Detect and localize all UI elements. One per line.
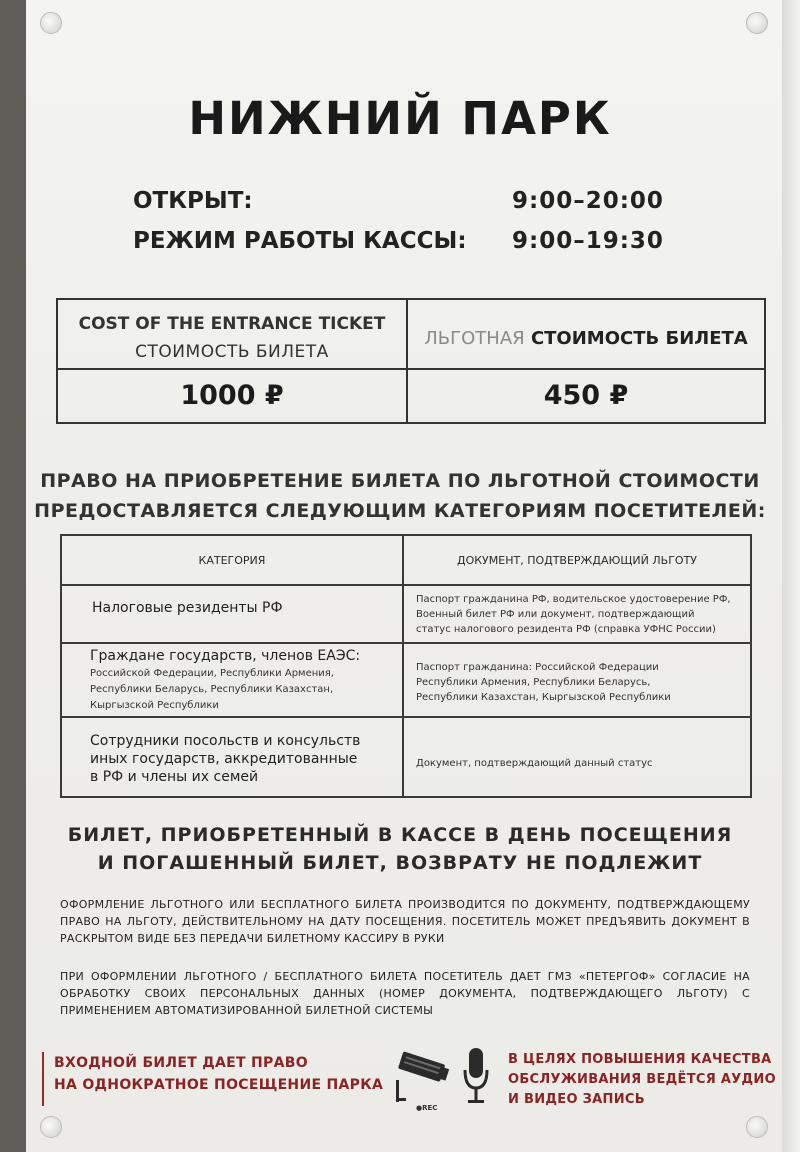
open-time: 9:00–20:00 — [512, 188, 664, 214]
video-camera-icon — [392, 1048, 452, 1112]
details-line: Кыргызской Республики — [90, 700, 219, 711]
microphone-icon — [462, 1046, 490, 1112]
category-line: Сотрудники посольств и консульств — [90, 733, 361, 749]
document-line: Республики Армения, Республики Беларусь, — [416, 677, 651, 688]
paragraph-documents: ОФОРМЛЕНИЕ ЛЬГОТНОГО ИЛИ БЕСПЛАТНОГО БИЛЕТА ПРОИЗВОДИТСЯ ПО ДОКУМЕНТУ, ПОДТВЕРЖДАЮЩЕМУ ПРАВО НА ЛЬГОТУ, ДЕЙСТВИТЕЛЬНОМУ НА ДАТУ ПОСЕЩЕНИЯ. ПОСЕТИТЕЛЬ МОЖЕТ ПРЕДЪЯВИТЬ ДОКУМЕНТ В РАСКРЫТОМ ВИДЕ БЕЗ ПЕРЕДАЧИ БИЛЕТНОМУ КАССИРУ В РУКИ — [60, 898, 750, 945]
discount-price: 450 ₽ — [543, 380, 629, 411]
discount-label-rest: СТОИМОСТЬ БИЛЕТА — [530, 328, 748, 349]
cashier-label: РЕЖИМ РАБОТЫ КАССЫ: — [133, 228, 467, 254]
single-entry-line: ВХОДНОЙ БИЛЕТ ДАЕТ ПРАВО — [54, 1055, 308, 1071]
bolt-bottom-left — [40, 1116, 62, 1138]
bolt-top-left — [40, 12, 62, 34]
open-label: ОТКРЫТ: — [133, 188, 253, 214]
category-eaeu-details — [90, 666, 334, 714]
category-diplomats — [90, 732, 360, 786]
discount-label — [408, 328, 764, 349]
page-title: НИЖНИЙ ПАРК — [188, 92, 612, 145]
header-category: КАТЕГОРИЯ — [198, 554, 266, 567]
category-eaeu: Граждане государств, членов ЕАЭС: — [90, 648, 361, 664]
row-divider — [62, 716, 750, 718]
eligibility-heading-line2: ПРЕДОСТАВЛЯЕТСЯ СЛЕДУЮЩИМ КАТЕГОРИЯМ ПОСЕТИТЕЛЕЙ: — [34, 500, 766, 522]
cashier-time: 9:00–19:30 — [512, 228, 664, 254]
document-diplomats: Документ, подтверждающий данный статус — [416, 758, 653, 769]
recording-notice — [508, 1050, 776, 1110]
recording-line: И ВИДЕО ЗАПИСЬ — [508, 1092, 645, 1107]
recording-line: В ЦЕЛЯХ ПОВЫШЕНИЯ КАЧЕСТВА — [508, 1052, 772, 1067]
category-line: иных государств, аккредитованные — [90, 751, 358, 767]
header-document: ДОКУМЕНТ, ПОДТВЕРЖДАЮЩИЙ ЛЬГОТУ — [457, 554, 697, 567]
category-tax-residents: Налоговые резиденты РФ — [92, 600, 283, 616]
price-table — [56, 298, 766, 424]
document-eaeu — [416, 660, 671, 705]
document-tax-residents — [416, 592, 731, 637]
categories-table-divider-v — [402, 536, 404, 796]
recording-line: ОБСЛУЖИВАНИЯ ВЕДЁТСЯ АУДИО — [508, 1072, 776, 1087]
document-line: Республики Казахстан, Кыргызской Республики — [416, 692, 671, 703]
document-line: Паспорт гражданина РФ, водительское удостоверение РФ, — [416, 594, 731, 605]
single-entry-notice — [42, 1052, 383, 1106]
bolt-top-right — [746, 12, 768, 34]
document-line: Военный билет РФ или документ, подтверждающий — [416, 609, 695, 620]
bolt-bottom-right — [746, 1116, 768, 1138]
document-line: Паспорт гражданина: Российской Федерации — [416, 662, 659, 673]
no-refund-line1: БИЛЕТ, ПРИОБРЕТЕННЫЙ В КАССЕ В ДЕНЬ ПОСЕЩЕНИЯ — [67, 824, 733, 846]
rec-label: ●REC — [416, 1104, 438, 1112]
categories-table — [60, 534, 752, 798]
eligibility-heading-line1: ПРАВО НА ПРИОБРЕТЕНИЕ БИЛЕТА ПО ЛЬГОТНОЙ СТОИМОСТИ — [40, 470, 760, 492]
wall-edge — [780, 0, 800, 1152]
document-line: статус налогового резидента РФ (справка УФНС России) — [416, 624, 716, 635]
paragraph-personal-data: ПРИ ОФОРМЛЕНИИ ЛЬГОТНОГО / БЕСПЛАТНОГО БИЛЕТА ПОСЕТИТЕЛЬ ДАЕТ ГМЗ «ПЕТЕРГОФ» СОГЛАСИЕ НА ОБРАБОТКУ СВОИХ ПЕРСОНАЛЬНЫХ ДАННЫХ (НОМЕР ДОКУМЕНТА, ПОДТВЕРЖДАЮЩЕГО ЛЬГОТУ) С ПРИМЕНЕНИЕМ АВТОМАТИЗИРОВАННОЙ БИЛЕТНОЙ СИСТЕМЫ — [60, 970, 750, 1017]
discount-label-prefix: ЛЬГОТНАЯ — [424, 328, 525, 349]
row-divider — [62, 584, 750, 586]
category-line: в РФ и члены их семей — [90, 769, 259, 785]
details-line: Республики Беларусь, Республики Казахстан, — [90, 684, 334, 695]
full-price: 1000 ₽ — [180, 380, 284, 411]
cost-label-en: COST OF THE ENTRANCE TICKET — [78, 314, 386, 334]
cost-label-ru: СТОИМОСТЬ БИЛЕТА — [135, 342, 329, 362]
details-line: Российской Федерации, Республики Армения, — [90, 668, 334, 679]
price-table-divider-h — [58, 368, 764, 370]
no-refund-line2: И ПОГАШЕННЫЙ БИЛЕТ, ВОЗВРАТУ НЕ ПОДЛЕЖИТ — [97, 852, 703, 874]
single-entry-line: НА ОДНОКРАТНОЕ ПОСЕЩЕНИЕ ПАРКА — [54, 1077, 384, 1093]
row-divider — [62, 642, 750, 644]
